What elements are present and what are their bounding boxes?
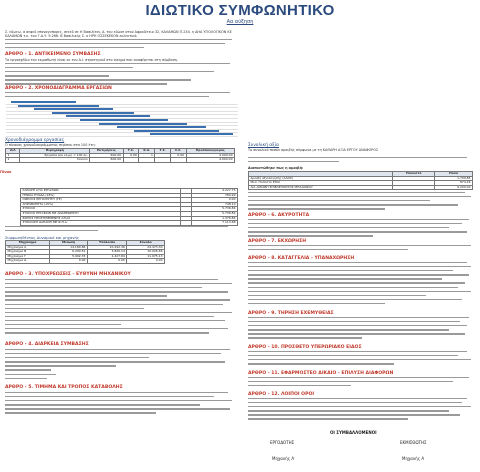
schedule-table-header: Σ.Σ.	[170, 149, 186, 154]
machines-table-cell: 10.292.36	[87, 245, 126, 250]
signer-right-role: ΕΚΜΙΣΘΩΤΗΣ	[400, 440, 427, 445]
machines-table-cell: 0.00	[50, 259, 88, 264]
article-7-heading: ΑΡΘΡΟ - 7. ΕΚΧΩΡΗΣΗ	[248, 239, 307, 244]
fees-table-row	[249, 185, 473, 190]
intro-lines	[5, 39, 237, 51]
gantt-bar	[11, 101, 76, 103]
schedule-table-cell: 600.00	[90, 153, 123, 158]
article-1-lines	[5, 63, 237, 88]
schedule-table-cell	[170, 158, 186, 163]
article-9-lines	[248, 317, 476, 342]
document-subtitle[interactable]: Αα αύξηση	[226, 19, 254, 25]
machines-table-header: Σύνολο	[127, 241, 165, 246]
machines-table-cell: 2.427.84	[87, 254, 126, 259]
totals-table-cell: ΚΑΘΑΡΗ ΑΞΙΑ ΕΡΓΑΣΙΩΝ	[21, 189, 181, 194]
schedule-table-header: Εκτιμήσεις	[90, 149, 123, 154]
article-5-heading: ΑΡΘΡΟ - 5. ΤΙΜΗΜΑ ΚΑΙ ΤΡΟΠΟΣ ΚΑΤΑΒΟΛΗΣ	[5, 385, 123, 390]
article-7-lines	[248, 245, 476, 253]
schedule-table-cell: Εργασία Α/Α κλ.μη = 100 λε.	[20, 153, 90, 158]
right-intro-lines	[248, 157, 476, 165]
gantt-bar	[34, 108, 113, 110]
machines-table-header: Μείωση	[50, 241, 88, 246]
totals-table-cell: 1.376.84	[191, 216, 237, 221]
fees-table-cell	[393, 185, 435, 190]
schedule-table-header: Προϋπολογισμός	[186, 149, 234, 154]
article-9-heading: ΑΡΘΡΟ - 9. ΤΗΡΗΣΗ ΕΧΕΜΥΘΕΙΑΣ	[248, 311, 334, 316]
article-11-lines	[248, 377, 476, 389]
article-2-heading: ΑΡΘΡΟ - 2. ΧΡΟΝΟΔΙΑΓΡΑΜΜΑ ΕΡΓΑΣΙΩΝ	[5, 86, 112, 91]
machines-table-cell: Μηχάνημα Β	[6, 250, 50, 255]
fees-table-cell: 1.709.85	[435, 176, 473, 181]
machines-table-cell: 5.992.33	[50, 254, 88, 259]
totals-table-cell: ΣΥΝΟΛΟ	[21, 207, 181, 212]
schedule-table-cell: 0.00	[123, 153, 139, 158]
signer-right-name: Μηχανής Α	[402, 456, 425, 461]
gantt-bar	[150, 133, 234, 135]
schedule-table-row	[6, 158, 235, 163]
machines-table-cell: 24.473.30	[127, 245, 165, 250]
machines-table-cell: 3.826.14	[87, 250, 126, 255]
totals-table-cell: ΣΥΝΟΛΙΚΗ ΔΑΠΑΝΗ ΜΕ Φ.Π.Α.	[21, 221, 181, 226]
totals-table-cell: 7.113.68	[191, 221, 237, 226]
signer-left-name: Μηχανής Α	[272, 456, 295, 461]
gantt-bar	[66, 115, 150, 117]
article-5-lines	[5, 392, 237, 417]
fees-table-cell: Αμοιβή αξιολόγησης (ΑΑΟΣ)	[249, 176, 393, 181]
machines-table-cell: Μηχάνημα Δ	[6, 259, 50, 264]
gantt-bar	[117, 126, 205, 128]
article-4-lines	[5, 349, 237, 382]
totals-notes	[5, 226, 237, 234]
gantt-bar	[134, 130, 220, 132]
totals-table-cell	[180, 221, 191, 226]
schedule-table-cell: Σύνολο	[20, 158, 90, 163]
totals-table-cell: 5.736.84	[191, 207, 237, 212]
schedule-table-cell: 4.000.00	[186, 158, 234, 163]
article-12-lines	[248, 398, 476, 423]
machines-table-cell: 0.00	[127, 259, 165, 264]
fees-table	[248, 171, 473, 190]
article-1-text: Το εργοσχέδιο του εκμισθωτή είναι εκ του Α.Ι. στρατηγικό στο οίκημα που αναφέρεται στη σύμβαση.	[5, 58, 178, 62]
article-8-lines	[248, 262, 476, 307]
machines-table	[5, 240, 165, 264]
totals-table-cell: 760.99	[191, 193, 237, 198]
totals-table	[20, 188, 238, 226]
totals-table-cell: ΟΦΕΛΟΣ ΕΡΓΟΛΗΠΤΗ (ΓΕ)	[21, 198, 181, 203]
article-12-heading: ΑΡΘΡΟ - 12. ΛΟΙΠΟΙ ΟΡΟΙ	[248, 392, 315, 397]
article-11-heading: ΑΡΘΡΟ - 11. ΕΦΑΡΜΟΣΤΕΟ ΔΙΚΑΙΟ - ΕΠΙΛΥΣΗ ΔΙΑΦΟΡΩΝ	[248, 371, 394, 376]
side-label: Πίνακ	[0, 170, 12, 174]
totals-table-cell: ΦΟΡΟΣ ΠΡΟΣΤΙΘΕΜΕΝΗΣ ΑΞΙΑΣ	[21, 216, 181, 221]
schedule-table-header: Κ.Α.	[139, 149, 155, 154]
schedule-table-cell: 1	[6, 153, 20, 158]
pay-caption: Διαπιστώθηκε πως η αμοιβή:	[248, 166, 304, 170]
signer-left-role: ΕΡΓΟΔΟΤΗΣ	[270, 440, 295, 445]
totals-table-cell: ΓΕΝΙΚΑ ΕΞΟΔΑ (18%)	[21, 193, 181, 198]
gantt-bar	[18, 105, 99, 107]
schedule-caption: Ο πίνακας χρονοδιαγράμματος περίπου στα 100 έτη:	[5, 143, 96, 147]
schedule-table-header: Τ.Σ.	[123, 149, 139, 154]
fees-table-header: Ποσοστό	[393, 172, 435, 177]
machines-table-row	[6, 259, 165, 264]
fees-notes	[248, 192, 476, 212]
fees-table-cell: 9.200.00	[435, 185, 473, 190]
schedule-table-header: Περιγραφή	[20, 149, 90, 154]
totals-table-cell: 748.10	[191, 202, 237, 207]
schedule-subheading: Χρονοδιάγραμμα εργασίας	[5, 138, 65, 143]
fees-table-cell: ΑΙΑ ΑΜΟΙΒΗ ΕΠΙΒΛΕΠΟΝΤΟΣ ΜΗΧΑΝΙΚΟΥ	[249, 185, 393, 190]
machines-caption: Συμφωνηθέντος Δυναμικό και μηχανής	[5, 235, 80, 240]
article-1-heading: ΑΡΘΡΟ - 1. ΑΝΤΙΚΕΙΜΕΝΟ ΣΥΜΒΑΣΗΣ	[5, 52, 101, 57]
machines-table-cell: 0.00	[87, 259, 126, 264]
schedule-table-cell: 600.00	[90, 158, 123, 163]
document-title: ΙΔΙΩΤΙΚΟ ΣΥΜΦΩΝΗΤΙΚΟ	[145, 2, 335, 19]
gantt-bar	[80, 119, 168, 121]
chart-title: Συνολική αξία	[248, 143, 280, 148]
schedule-table-cell: 2	[6, 158, 20, 163]
chart-caption: Το συνολικό ποσόν αμοιβής σύμφωνα με τη ΚΑΘΑΡΗ ΑΞΙΑ ΕΡΓΟΥ ΑΝΑΦΟΡΟΣ	[248, 148, 379, 152]
machines-table-cell: 6.200.52	[50, 250, 88, 255]
signatories-label: ΟΙ ΣΥΜΒΑΛΛΟΜΕΝΟΙ	[330, 430, 377, 435]
machines-table-cell: Μηχάνημα Γ	[6, 254, 50, 259]
totals-table-cell: 4.227.75	[191, 189, 237, 194]
article-6-lines	[248, 219, 476, 239]
totals-table-cell: ΣΥΝΟΛΟ ΕΡΓΑΣΙΩΝ ΜΕ ΑΝΑΘΕΩΡΗΣΗ	[21, 211, 181, 216]
totals-table-cell: ΑΠΡΟΒΛΕΠΤΑ (15%)	[21, 202, 181, 207]
fees-table-cell: 874.26	[435, 181, 473, 186]
article-10-lines	[248, 351, 476, 367]
schedule-table-cell	[155, 158, 170, 163]
schedule-table-cell: 1	[139, 153, 155, 158]
article-3-lines	[5, 279, 237, 336]
schedule-table-header: Τ.Σ.	[155, 149, 170, 154]
machines-table-cell: 11.975.13	[127, 254, 165, 259]
schedule-table-cell	[123, 158, 139, 163]
fees-table-header: Ποσό	[435, 172, 473, 177]
intro-paragraph: Σ. εδωεω, α σεφεδ επαναγυπαρες, σεεεδ σε Η Βασιλίτσι, Α. του εδωσε στον Αφροδίτειο 32, ΚΑΛΑΜΩΝ Π.234. η ΔΗΑ ΥΓΙΟΛΟΓΙΚΟΝ ΚΕ ΚΑΛΑΜΩΝ τ.κ. του Γ.Α.Υ. 9.266. Β Βασιλικής Σ. ο ΗΡΗ ΟΣΣΕΚΕΚΟΝ εκλεκτικό.	[5, 30, 232, 39]
machines-table-cell: Μηχάνημα Α	[6, 245, 50, 250]
schedule-table-header: Α/Α	[6, 149, 20, 154]
gantt-bar	[99, 123, 187, 125]
totals-table-row	[21, 221, 238, 226]
fees-table-cell: Μεσ. Ποσοστό ΕΠΑΙ	[249, 181, 393, 186]
totals-table-cell: 5.736.84	[191, 211, 237, 216]
gantt-gridline	[6, 136, 238, 137]
article-6-heading: ΑΡΘΡΟ - 6. ΑΚΥΡΟΤΗΤΑ	[248, 213, 310, 218]
schedule-table	[5, 148, 235, 163]
schedule-table-cell: 4.000.00	[186, 153, 234, 158]
gantt-bar	[52, 112, 133, 114]
machines-table-header: Υπόλοιπο	[87, 241, 126, 246]
article-4-heading: ΑΡΘΡΟ - 4. ΔΙΑΡΚΕΙΑ ΣΥΜΒΑΣΗΣ	[5, 342, 89, 347]
totals-table-cell: 0.00	[191, 198, 237, 203]
schedule-table-cell: 0.00	[170, 153, 186, 158]
article-3-heading: ΑΡΘΡΟ - 3. ΥΠΟΧΡΕΩΣΕΙΣ - ΕΥΘΥΝΗ ΜΗΧΑΝΙΚΟΥ	[5, 272, 131, 277]
article-8-heading: ΑΡΘΡΟ - 8. ΚΑΤΑΓΓΕΛΙΑ - ΥΠΑΝΑΧΩΡΗΣΗ	[248, 256, 355, 261]
schedule-table-cell	[139, 158, 155, 163]
article-10-heading: ΑΡΘΡΟ - 10. ΠΡΟΣΘΕΤΟ ΥΠΕΡΩΡΙΑΚΟ ΕΙΔΟΣ	[248, 345, 362, 350]
machines-table-cell: 14.180.86	[50, 245, 88, 250]
machines-table-cell: 10.026.66	[127, 250, 165, 255]
machines-table-header: Μηχάνημα	[6, 241, 50, 246]
